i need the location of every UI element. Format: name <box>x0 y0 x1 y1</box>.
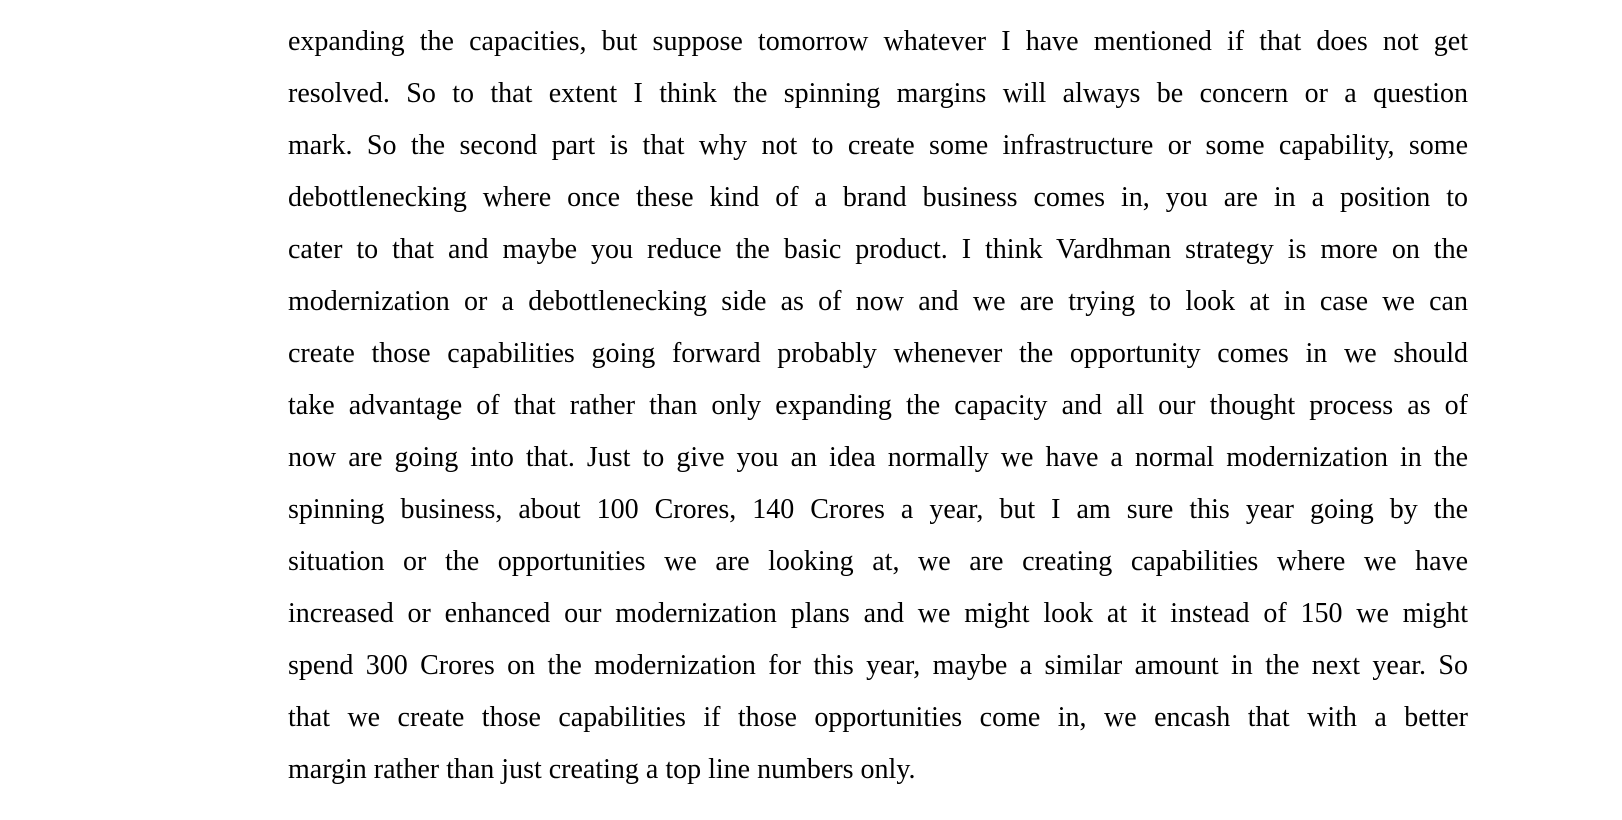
transcript-paragraph <box>288 22 1468 802</box>
text-line: spinning business, about 100 Crores, 140 Crores a year, but I am sure this year going by the <box>288 494 1468 525</box>
text-line: now are going into that. Just to give you an idea normally we have a normal modernization in the <box>288 442 1468 473</box>
text-line: create those capabilities going forward probably whenever the opportunity comes in we should <box>288 338 1468 369</box>
text-line: situation or the opportunities we are looking at, we are creating capabilities where we have <box>288 546 1468 577</box>
text-line: cater to that and maybe you reduce the basic product. I think Vardhman strategy is more on the <box>288 234 1468 265</box>
text-line: expanding the capacities, but suppose tomorrow whatever I have mentioned if that does not get <box>288 26 1468 57</box>
text-line: increased or enhanced our modernization plans and we might look at it instead of 150 we might <box>288 598 1468 629</box>
text-line: modernization or a debottlenecking side as of now and we are trying to look at in case we can <box>288 286 1468 317</box>
text-line-last: margin rather than just creating a top line numbers only. <box>288 754 916 785</box>
text-line: take advantage of that rather than only expanding the capacity and all our thought process as of <box>288 390 1468 421</box>
text-line: that we create those capabilities if those opportunities come in, we encash that with a better <box>288 702 1468 733</box>
text-line: spend 300 Crores on the modernization for this year, maybe a similar amount in the next year. So <box>288 650 1468 681</box>
text-line: debottlenecking where once these kind of a brand business comes in, you are in a position to <box>288 182 1468 213</box>
text-line: mark. So the second part is that why not to create some infrastructure or some capability, some <box>288 130 1468 161</box>
text-line: resolved. So to that extent I think the spinning margins will always be concern or a question <box>288 78 1468 109</box>
